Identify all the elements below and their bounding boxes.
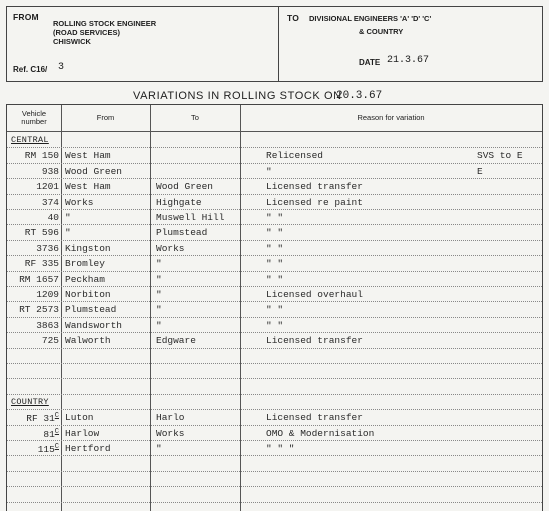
reason-text: Licensed overhaul	[266, 289, 363, 300]
from-line-1: ROLLING STOCK ENGINEER	[53, 19, 157, 28]
column-divider	[240, 105, 241, 511]
row-rule	[7, 224, 542, 225]
column-header-to-text: To	[191, 113, 199, 122]
reason-text: Licensed transfer	[266, 412, 363, 424]
from-location: Plumstead	[65, 304, 117, 316]
from-location: Wood Green	[65, 165, 123, 177]
to-location: Muswell Hill	[156, 212, 225, 223]
reason-text: " "	[266, 212, 284, 223]
from-location: Hertford	[65, 443, 111, 454]
from-section	[7, 7, 279, 81]
ref-value: 3	[58, 62, 65, 73]
from-location: Peckham	[65, 273, 105, 285]
from-location: West Ham	[65, 181, 111, 193]
document-title-date: 20.3.67	[336, 90, 383, 102]
reason-text: Licensed transfer	[266, 181, 363, 193]
row-rule	[7, 178, 542, 179]
from-location: West Ham	[65, 150, 111, 162]
to-label: TO	[287, 13, 300, 23]
row-rule	[7, 455, 542, 456]
vehicle-number: RM 1657	[19, 273, 59, 285]
to-location: "	[156, 319, 162, 331]
memo-header	[6, 6, 543, 82]
row-rule	[7, 486, 542, 487]
to-location: Plumstead	[156, 227, 208, 239]
row-rule	[7, 378, 542, 379]
vehicle-number: 3736	[36, 242, 59, 254]
extra-note: SVS to E	[477, 150, 523, 162]
row-rule	[7, 163, 542, 164]
from-location: "	[65, 212, 71, 223]
to-location: "	[156, 258, 162, 270]
column-header-vehicle	[7, 105, 61, 131]
column-header-reason-text: Reason for variation	[357, 113, 425, 122]
vehicle-number: 3863	[36, 319, 59, 331]
to-line-2: & COUNTRY	[359, 27, 404, 36]
reason-text: Licensed transfer	[266, 335, 363, 347]
vehicle-number: RM 150	[24, 150, 59, 162]
row-rule	[7, 502, 542, 503]
to-location: "	[156, 304, 162, 316]
row-rule	[7, 255, 542, 256]
to-location: "	[156, 443, 162, 454]
to-section	[279, 7, 542, 81]
column-divider	[61, 105, 62, 511]
to-location: Highgate	[156, 196, 202, 208]
to-line-1: DIVISIONAL ENGINEERS 'A' 'D' 'C'	[309, 14, 432, 23]
reason-text: Licensed re paint	[266, 196, 363, 208]
vehicle-suffix: C	[54, 443, 59, 451]
vehicle-number: RT 2573	[19, 304, 59, 316]
reason-text: " "	[266, 319, 284, 331]
vehicle-number-text: 81	[43, 428, 55, 440]
row-rule	[7, 440, 542, 441]
row-rule	[7, 286, 542, 287]
column-divider	[150, 105, 151, 511]
vehicle-number: 374	[41, 196, 59, 208]
to-location: Harlo	[156, 412, 185, 424]
to-location: Edgware	[156, 335, 196, 347]
reason-text: " "	[266, 227, 284, 239]
to-location: Works	[156, 427, 185, 439]
row-rule	[7, 301, 542, 302]
vehicle-number: 1201	[36, 181, 59, 193]
document-title: VARIATIONS IN ROLLING STOCK ON	[133, 90, 342, 102]
column-header-reason	[240, 105, 542, 131]
reason-text: " "	[266, 242, 284, 254]
row-rule	[7, 147, 542, 148]
to-location: Works	[156, 242, 185, 254]
vehicle-number: RT 596	[24, 227, 59, 239]
from-location: Luton	[65, 412, 94, 424]
vehicle-number	[9, 412, 59, 424]
from-location: Works	[65, 196, 94, 208]
ref-label: Ref. C16/	[13, 65, 48, 74]
from-location: Bromley	[65, 258, 105, 270]
variations-table	[6, 104, 543, 511]
from-location: Harlow	[65, 427, 100, 439]
vehicle-number: 938	[41, 165, 59, 177]
from-line-2: (ROAD SERVICES)	[53, 28, 120, 37]
column-header-vehicle-text: Vehicle number	[21, 109, 47, 126]
from-line-3: CHISWICK	[53, 37, 91, 46]
reason-text: " " "	[266, 443, 295, 454]
row-rule	[7, 471, 542, 472]
row-rule	[7, 394, 542, 395]
vehicle-suffix: C	[54, 427, 59, 436]
date-label: DATE	[359, 58, 381, 67]
vehicle-number-text: 115	[37, 444, 55, 456]
reason-text: "	[266, 165, 272, 177]
vehicle-number-text: RF 31	[26, 413, 55, 425]
from-location: Kingston	[65, 242, 111, 254]
to-location: "	[156, 289, 162, 300]
row-rule	[7, 332, 542, 333]
row-rule	[7, 271, 542, 272]
vehicle-number: 1209	[36, 289, 59, 300]
vehicle-number	[9, 428, 59, 440]
vehicle-number	[9, 443, 59, 455]
from-location: Wandsworth	[65, 319, 123, 331]
from-location: "	[65, 227, 71, 239]
row-rule	[7, 240, 542, 241]
reason-text: Relicensed	[266, 150, 324, 162]
to-location: Wood Green	[156, 181, 214, 193]
column-header-from-text: From	[96, 113, 115, 122]
reason-text: " "	[266, 304, 284, 316]
row-rule	[7, 425, 542, 426]
header-divider	[7, 131, 542, 132]
extra-note: E	[477, 165, 483, 177]
from-location: Norbiton	[65, 289, 111, 300]
date-value: 21.3.67	[387, 55, 430, 66]
section-label-country: COUNTRY	[11, 396, 49, 407]
vehicle-number: 40	[47, 212, 59, 223]
to-location: "	[156, 273, 162, 285]
column-header-from	[61, 105, 150, 131]
row-rule	[7, 348, 542, 349]
section-label-central: CENTRAL	[11, 135, 49, 145]
row-rule	[7, 209, 542, 210]
column-header-to	[150, 105, 240, 131]
vehicle-number: 725	[41, 335, 59, 347]
from-location: Walworth	[65, 335, 111, 347]
reason-text: " "	[266, 273, 284, 285]
reason-text: OMO & Modernisation	[266, 427, 375, 439]
from-label: FROM	[13, 12, 39, 22]
reason-text: " "	[266, 258, 284, 270]
vehicle-suffix: C	[54, 412, 59, 421]
row-rule	[7, 194, 542, 195]
row-rule	[7, 317, 542, 318]
row-rule	[7, 409, 542, 410]
vehicle-number: RF 335	[24, 258, 59, 270]
row-rule	[7, 363, 542, 364]
